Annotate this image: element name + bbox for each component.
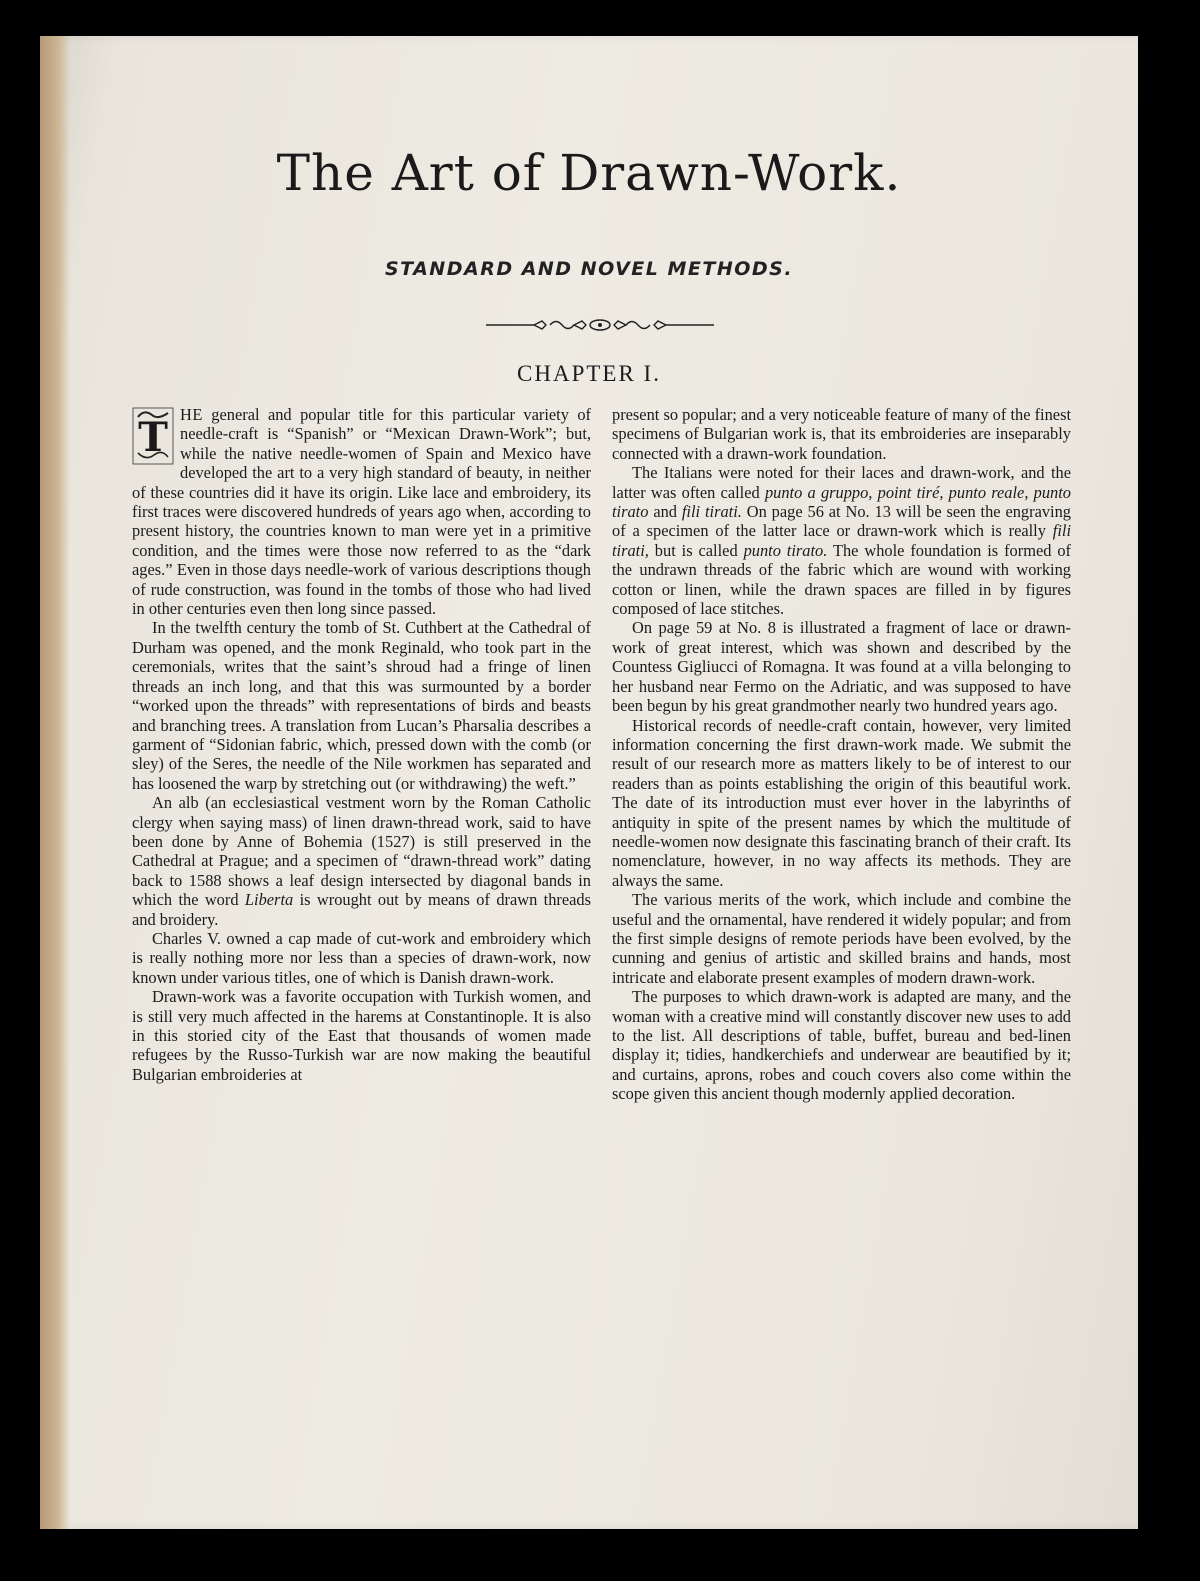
decorative-rule-ornament xyxy=(486,317,714,333)
paragraph: Historical records of needle-craft contain, however, very limited information concerning the first drawn-work made. We submit the result of our research more as matters likely to be of interest to our readers than as points establishing the origin of this beautiful work. The date of its introduction must ever hover in the labyrinths of antiquity in spite of the present names by which the multitude of needle-women now designate this fascinating branch of their craft. Its nomenclature, however, in no way affects its methods. They are always the same. xyxy=(612,715,1071,890)
paragraph: An alb (an ecclesiastical vestment worn by the Roman Catholic clergy when saying mass) of linen drawn-thread work, said to have been done by Anne of Bohemia (1527) is still preserved in the Cathedral at Prague; and a specimen of “drawn-thread work” dating back to 1588 shows a leaf design intersected by diagonal bands in which the word Liberta is wrought out by means of drawn threads and broidery. xyxy=(132,793,591,929)
chapter-heading: CHAPTER I. xyxy=(517,361,661,386)
paragraph: Charles V. owned a cap made of cut-work and embroidery which is really nothing more nor less than a species of drawn-work, now known under various titles, one of which is Danish drawn-work. xyxy=(132,928,591,987)
text-column-right xyxy=(612,405,1071,1104)
page-title: The Art of Drawn-Work. xyxy=(276,144,902,202)
paragraph: T HE general and popular title for this particular variety of needle-craft is “Spanish” or “Mexican Drawn-Work”; but, while the native needle-women of Spain and Mexico have developed the art to a very high standard of beauty, in neither of these countries did it have its origin. Like lace and embroidery, its first traces were discovered hundreds of years ago when, according to present history, the countries known to man were yet in a primitive condition, and the times were those now referred to as the “dark ages.” Even in those days needle-work of various descriptions though of rude construction, was found in the tombs of those who had lived in other centuries even then long since passed. xyxy=(132,405,591,619)
paragraph: On page 59 at No. 8 is illustrated a fragment of lace or drawn-work of great interest, which was shown and described by the Countess Gigliucci of Romagna. It was found at a villa belonging to her husband near Fermo on the Adriatic, and was supposed to have been begun by his great grandmother nearly two hundred years ago. xyxy=(612,618,1071,716)
book-page xyxy=(40,36,1138,1529)
ornate-drop-cap-icon xyxy=(132,407,174,465)
paragraph: The purposes to which drawn-work is adapted are many, and the woman with a creative mind will constantly discover new uses to add to the list. All descriptions of table, buffet, bureau and bed-linen display it; tidies, handkerchiefs and underwear are beautified by it; and curtains, aprons, robes and couch covers also come within the scope given this ancient though modernly applied decoration. xyxy=(612,987,1071,1104)
text-column-left xyxy=(132,405,591,1084)
page-subtitle: STANDARD AND NOVEL METHODS. xyxy=(384,258,794,280)
paragraph: Drawn-work was a favorite occupation with Turkish women, and is still very much affected in the harems at Constantinople. It is also in this storied city of the East that thousands of women made refugees by the Russo-Turkish war are now making the beautiful Bulgarian embroideries at xyxy=(132,987,591,1084)
paragraph: The various merits of the work, which include and combine the useful and the ornamental, have rendered it widely popular; and from the first simple designs of remote periods have been evolved, by the cunning and genius of artistic and skilled brains and hands, most intricate and elaborate present examples of modern drawn-work. xyxy=(612,890,1071,987)
paragraph: The Italians were noted for their laces and drawn-work, and the latter was often called punto a gruppo, point tiré, punto reale, punto tirato and fili tirati. On page 56 at No. 13 will be seen the engraving of a specimen of the latter lace or drawn-work which is really fili tirati, but is called punto tirato. The whole foundation is formed of the undrawn threads of the fabric which are wound with working cotton or linen, while the drawn spaces are filled in by figures composed of lace stitches. xyxy=(612,463,1071,619)
svg-text:T: T xyxy=(138,414,168,461)
paragraph: In the twelfth century the tomb of St. Cuthbert at the Cathedral of Durham was opened, and the monk Reginald, who took part in the ceremonials, writes that the saint’s shroud had a fringe of linen threads an inch long, and that this was surmounted by a border “worked upon the threads” with representations of birds and beasts and branching trees. A translation from Lucan’s Pharsalia describes a garment of “Sidonian fabric, which, pressed down with the comb (or sley) of the Seres, the needle of the Nile workmen has separated and has loosened the warp by stretching out (or withdrawing) the weft.” xyxy=(132,618,591,793)
lead-in-word: HE xyxy=(180,405,203,424)
paragraph: present so popular; and a very noticeable feature of many of the finest specimens of Bulgarian work is, that its embroideries are inseparably connected with a drawn-work foundation. xyxy=(612,405,1071,463)
